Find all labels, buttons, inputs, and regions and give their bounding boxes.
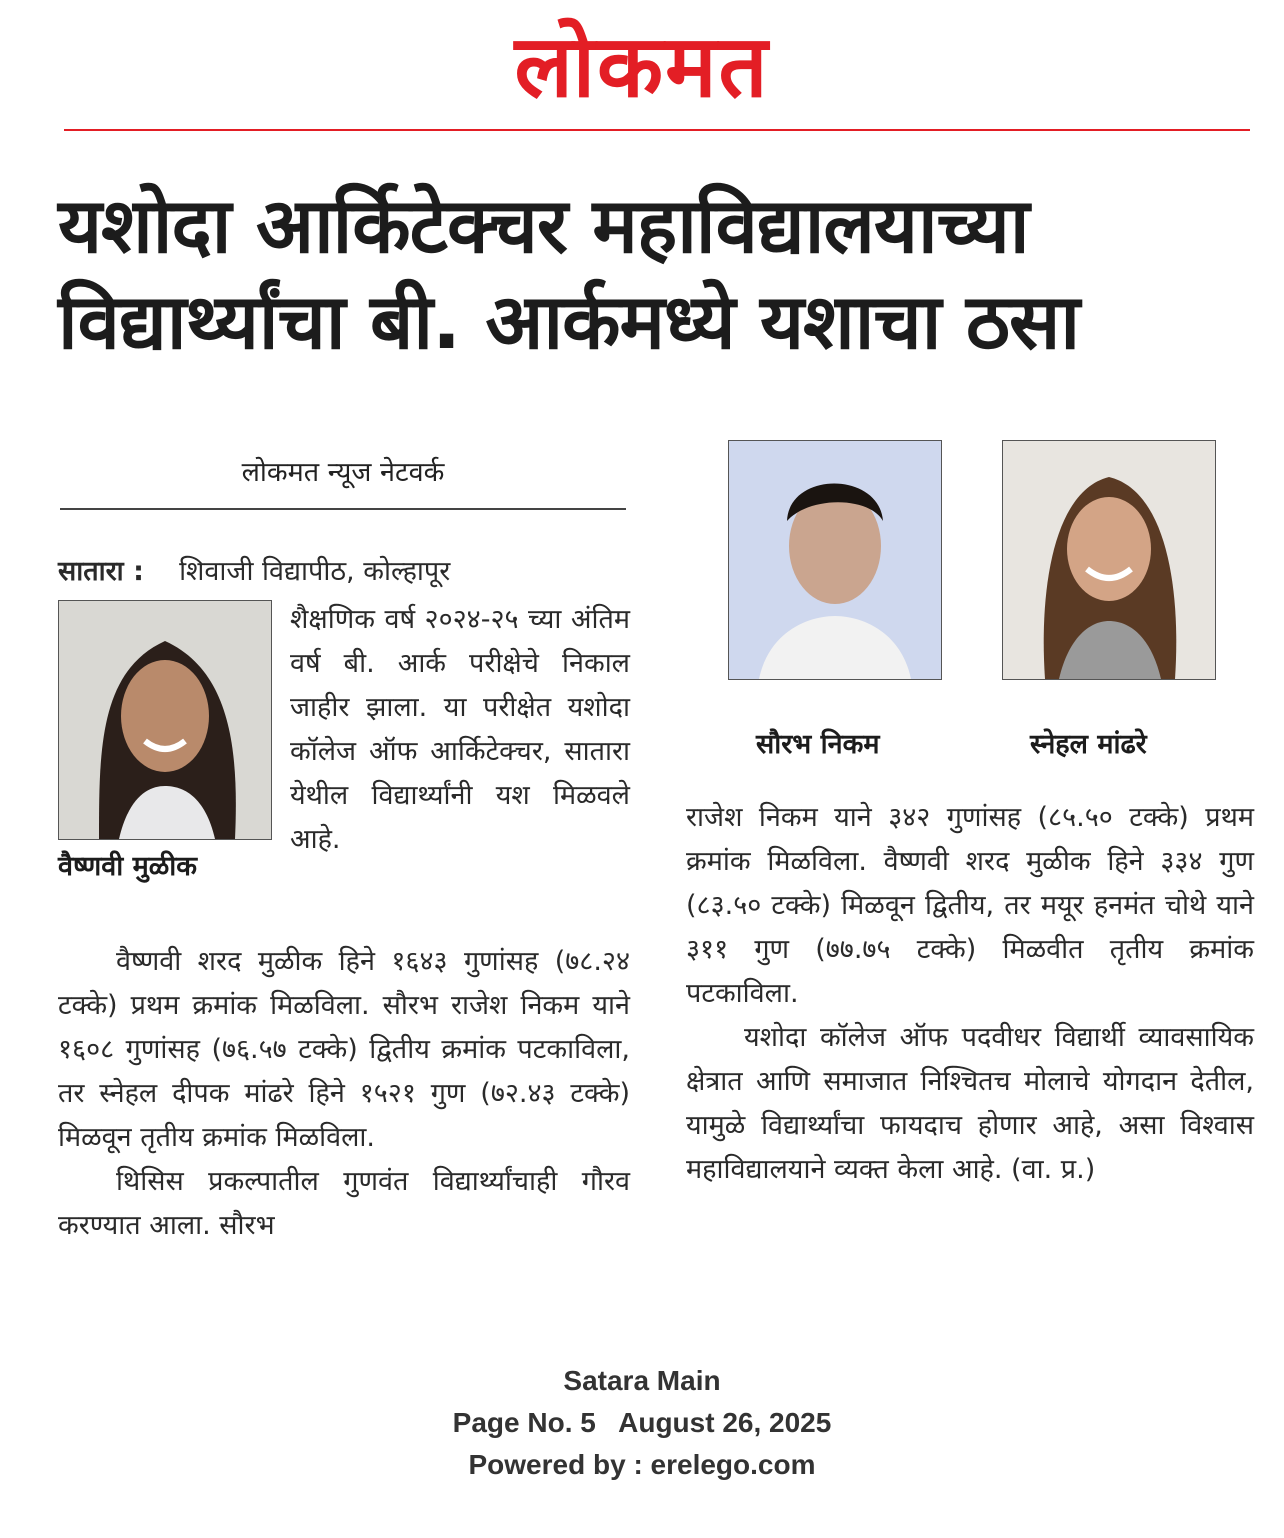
photo-vaishnavi bbox=[58, 600, 272, 840]
byline-divider bbox=[60, 508, 626, 510]
masthead-divider bbox=[64, 129, 1250, 131]
masthead bbox=[0, 8, 1284, 118]
portrait-image bbox=[59, 601, 271, 839]
photo-snehal bbox=[1002, 440, 1216, 680]
edition-name: Satara Main bbox=[563, 1365, 721, 1396]
byline: लोकमत न्यूज नेटवर्क bbox=[241, 457, 445, 488]
article-body-left bbox=[58, 940, 630, 1248]
caption-snehal: स्नेहल मांढरे bbox=[1030, 729, 1147, 760]
paragraph-3: थिसिस प्रकल्पातील गुणवंत विद्यार्थ्यांचाही गौरव करण्यात आला. सौरभ bbox=[58, 1166, 630, 1241]
portrait-image bbox=[729, 441, 941, 679]
article-body-right bbox=[686, 796, 1254, 1192]
caption-vaishnavi: वैष्णवी मुळीक bbox=[58, 851, 198, 882]
photo-saurabh bbox=[728, 440, 942, 680]
paragraph-4: यशोदा कॉलेज ऑफ पदवीधर विद्यार्थी व्यावसायिक क्षेत्रात आणि समाजात निश्चितच मोलाचे योगदान देतील, यामुळे विद्यार्थ्यांचा फायदाच होणार आहे, असा विश्वास महाविद्यालयाने व्यक्त केला आहे. (वा. प्र.) bbox=[686, 1022, 1254, 1185]
page-footer bbox=[0, 1360, 1284, 1486]
article-para-1 bbox=[290, 598, 630, 862]
newspaper-logo: लोकमत bbox=[514, 16, 770, 117]
powered-by: Powered by : erelego.com bbox=[468, 1449, 816, 1480]
paragraph-1: शैक्षणिक वर्ष २०२४-२५ च्या अंतिम वर्ष बी. आर्क परीक्षेचे निकाल जाहीर झाला. या परीक्षेत यशोदा कॉलेज ऑफ आर्किटेक्चर, सातारा येथील विद्यार्थ्यांनी यश मिळवले आहे. bbox=[290, 604, 630, 855]
caption-saurabh: सौरभ निकम bbox=[756, 729, 880, 760]
paragraph-2: वैष्णवी शरद मुळीक हिने १६४३ गुणांसह (७८.२४ टक्के) प्रथम क्रमांक मिळविला. सौरभ राजेश निकम याने १६०८ गुणांसह (७६.५७ टक्के) द्वितीय क्रमांक पटकाविला, तर स्नेहल दीपक मांढरे हिने १५२१ गुण (७२.४३ टक्के) मिळवून तृतीय क्रमांक मिळविला. bbox=[58, 946, 630, 1153]
headline-line-2: विद्यार्थ्यांचा बी. आर्कमध्ये यशाचा ठसा bbox=[58, 277, 1080, 366]
page-number-date: Page No. 5 August 26, 2025 bbox=[452, 1407, 832, 1438]
article-lead bbox=[58, 550, 630, 594]
lead-text: शिवाजी विद्यापीठ, कोल्हापूर bbox=[179, 556, 451, 587]
paragraph-3-continued: राजेश निकम याने ३४२ गुणांसह (८५.५० टक्के) प्रथम क्रमांक मिळविला. वैष्णवी शरद मुळीक हिने ३३४ गुण (८३.५० टक्के) मिळवून द्वितीय, तर मयूर हनमंत चोथे याने ३११ गुण (७७.७५ टक्के) मिळवीत तृतीय क्रमांक पटकाविला. bbox=[686, 802, 1254, 1009]
article-headline bbox=[58, 178, 1258, 370]
portrait-image bbox=[1003, 441, 1215, 679]
headline-line-1: यशोदा आर्किटेक्चर महाविद्यालयाच्या bbox=[58, 181, 1029, 270]
dateline-place: सातारा : bbox=[58, 556, 144, 587]
